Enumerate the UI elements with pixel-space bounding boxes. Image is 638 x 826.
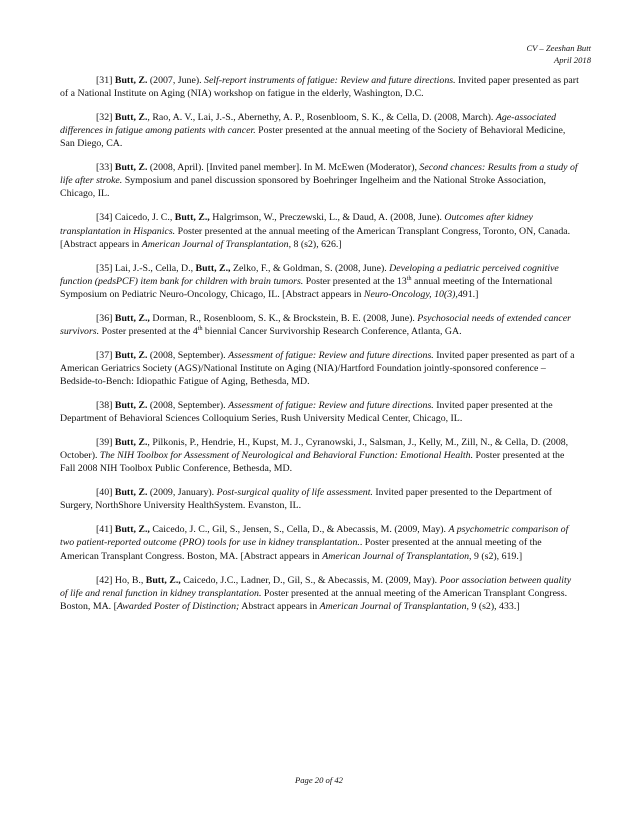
header-author: CV – Zeeshan Butt [526,43,591,53]
entry-text: Abstract appears in [239,600,320,612]
entry-text: Symposium and panel discussion sponsored by Boehringer Ingelheim and the National Stroke Association, Chicago, IL. [60,175,547,200]
entry-text: [42] Ho, B., [96,574,146,586]
entry-text: Invited paper presented as part of a American Geriatrics Society (AGS)/National Institute on Aging (NIA)/Hartford Foundation jointly-sponsored conference – Bedside-to-Bench: Idiopathic Fatigue of Aging, Bethesda, MD. [60,349,575,388]
journal-name: American Journal of Transplantation, [141,238,292,250]
entry-text: [36] [96,312,115,324]
author-highlight: Butt, Z. [114,112,148,124]
entry-text: (2009, January). [147,487,217,499]
entry-text: , Pilkonis, P., Hendrie, H., Kupst, M. J., Cyranowski, J., Salsman, J., Kelly, M., Zill, N., & Cella, D. (2008, October). [60,437,569,462]
entry-title: Post-surgical quality of life assessment. [216,487,373,499]
ordinal-suffix: th [406,275,412,282]
entry-text: Caicedo, J.C., Ladner, D., Gil, S., & Abecassis, M. (2009, May). [180,574,440,586]
entry-title: Age-associated differences in fatigue among patients with cancer. [60,112,556,137]
entry-40 [60,486,580,512]
page-header [526,42,591,66]
entry-39 [60,436,580,475]
author-highlight: Butt, Z., [114,524,150,536]
entry-text: 9 (s2), 619.] [471,550,523,562]
publication-list [60,74,580,624]
journal-name: Neuro-Oncology, 10(3), [363,288,458,300]
entry-text: [32] [96,112,115,124]
author-highlight: Butt, Z., [114,312,150,324]
entry-text: 8 (s2), 626.] [291,238,342,250]
entry-title: Self-report instruments of fatigue: Review and future directions. [204,75,456,86]
entry-text: (2008, September). [147,349,229,361]
entry-text: Invited paper presented at the Department of Behavioral Sciences Colloquium Series, Rush University Medical Center, Chicago, IL. [60,400,553,425]
entry-text: Poster presented at the annual meeting of the American Transplant Congress. Boston, MA. [ [60,587,568,612]
author-highlight: Butt, Z. [114,437,148,449]
entry-text: Zelko, F., & Goldman, S. (2008, June). [230,262,390,274]
entry-text: [34] Caicedo, J. C., [96,212,175,224]
entry-text: Caicedo, J. C., Gil, S., Jensen, S., Cella, D., & Abecassis, M. (2009, May). [149,524,449,536]
entry-31 [60,74,580,100]
entry-37 [60,349,580,388]
entry-42 [60,574,580,613]
entry-text: [35] Lai, J.-S., Cella, D., [96,262,196,274]
entry-32 [60,111,580,150]
entry-text: Poster presented at the annual meeting of the Society of Behavioral Medicine, San Diego, CA. [60,125,566,150]
author-highlight: Butt, Z. [114,400,148,412]
entry-text: 9 (s2), 433.] [468,600,520,612]
entry-text: . Poster presented at the annual meeting of the American Transplant Congress. Boston, MA. [Abstract appears in [60,537,542,562]
entry-title: The NIH Toolbox for Assessment of Neurological and Behavioral Function: Emotional Health. [99,450,474,462]
author-highlight: Butt, Z. [114,162,148,174]
award-note: Awarded Poster of Distinction; [116,600,240,612]
entry-35 [60,262,580,301]
entry-text: (2007, June). [147,75,205,86]
entry-title: Outcomes after kidney transplantation in Hispanics. [60,212,533,237]
journal-name: American Journal of Transplantation, [319,600,469,612]
entry-38 [60,399,580,425]
entry-33 [60,161,580,200]
page-number: Page 20 of 42 [295,775,343,785]
author-highlight: Butt, Z., [174,212,210,224]
entry-text: [40] [96,487,115,499]
entry-34 [60,211,580,250]
header-date: April 2018 [553,55,591,65]
entry-text: (2008, April). [Invited panel member]. In M. McEwen (Moderator), [147,162,420,174]
entry-text: Invited paper presented as part of a National Institute on Aging (NIA) workshop on fatigue in the elderly, Washington, D.C. [60,75,579,100]
entry-text: 491.] [457,288,479,300]
entry-36 [60,312,580,338]
author-highlight: Butt, Z., [195,262,231,274]
entry-text: Poster presented at the 13 [303,275,407,287]
entry-title: Assessment of fatigue: Review and future directions. [228,349,434,361]
entry-title: A psychometric comparison of two patient-reported outcome (PRO) tools for use in kidney transplantation. [60,524,569,549]
entry-text: Poster presented at the 4 [99,325,198,337]
entry-text: Poster presented at the Fall 2008 NIH Toolbox Public Conference, Bethesda, MD. [60,450,565,475]
entry-text: annual meeting of the International Symposium on Pediatric Neuro-Oncology, Chicago, IL. [Abstract appears in [60,275,553,300]
author-highlight: Butt, Z. [114,487,148,499]
entry-title: Poor association between quality of life and renal function in kidney transplantation. [60,574,572,599]
author-highlight: Butt, Z., [145,574,181,586]
entry-text: [33] [96,162,115,174]
entry-text: [37] [96,349,115,361]
entry-text: [31] [96,75,115,86]
entry-text: Invited paper presented to the Department of Surgery, NorthShore University HealthSystem. Evanston, IL. [60,487,552,512]
author-highlight: Butt, Z. [114,75,148,86]
entry-title: Developing a pediatric perceived cognitive function (pedsPCF) item bank for children with brain tumors. [60,262,559,287]
journal-name: American Journal of Transplantation, [322,550,472,562]
entry-text: [39] [96,437,115,449]
entry-text: , Rao, A. V., Lai, J.-S., Abernethy, A. P., Rosenbloom, S. K., & Cella, D. (2008, March). [147,112,496,124]
author-highlight: Butt, Z. [114,349,148,361]
entry-text: Halgrimson, W., Preczewski, L., & Daud, A. (2008, June). [209,212,445,224]
entry-text: Dorman, R., Rosenbloom, S. K., & Brockstein, B. E. (2008, June). [149,312,418,324]
entry-text: [38] [96,400,115,412]
entry-41 [60,523,580,562]
entry-title: Second chances: Results from a study of life after stroke. [60,162,578,187]
entry-title: Assessment of fatigue: Review and future directions. [228,400,434,412]
entry-text: (2008, September). [147,400,229,412]
ordinal-suffix: th [197,325,203,332]
entry-text: Poster presented at the annual meeting of the American Transplant Congress, Toronto, ON, Canada. [Abstract appears in [60,225,571,250]
entry-text: biennial Cancer Survivorship Research Conference, Atlanta, GA. [202,325,462,337]
entry-text: [41] [96,524,115,536]
entry-title: Psychosocial needs of extended cancer survivors. [60,312,571,337]
